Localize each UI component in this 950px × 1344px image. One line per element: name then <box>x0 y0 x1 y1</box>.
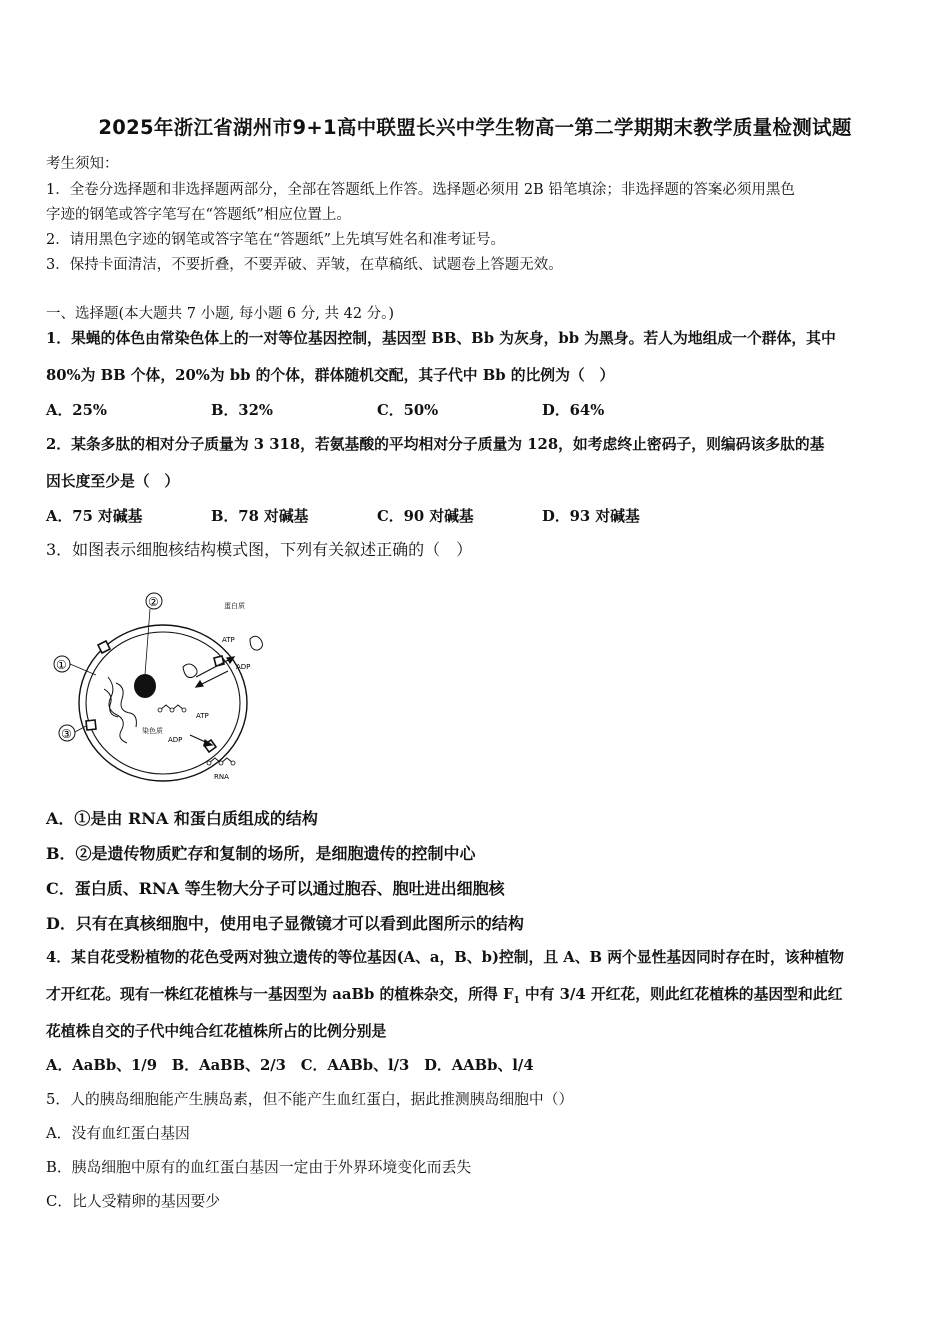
nuclear-pores <box>86 641 224 752</box>
label-rna: RNA <box>214 773 229 781</box>
q4-options[interactable]: A．AaBb、1/9 B．AaBB、2/3 C．AABb、l/3 D．AABb、l/4 <box>46 1057 534 1074</box>
notice-item-2: 2．请用黑色字迹的钢笔或答字笔在“答题纸”上先填写姓名和准考证号。 <box>46 232 506 248</box>
q1-stem-line2: 80%为 BB 个体，20%为 bb 的个体，群体随机交配，其子代中 Bb 的比例为（ ） <box>46 367 615 384</box>
chromatin <box>104 677 136 743</box>
q1-option-c[interactable]: C．50% <box>377 402 439 419</box>
label-adp-top: ADP <box>236 663 251 671</box>
notice-item-1-cont: 字迹的钢笔或答字笔写在“答题纸”相应位置上。 <box>46 207 351 223</box>
q2-option-c[interactable]: C．90 对碱基 <box>377 508 474 525</box>
q3-option-d[interactable]: D．只有在真核细胞中，使用电子显微镜才可以看到此图所示的结构 <box>46 914 524 933</box>
label-atp-top: ATP <box>222 636 235 644</box>
q4-stem-line3: 花植株自交的子代中纯合红花植株所占的比例分别是 <box>46 1023 387 1040</box>
q3-stem: 3．如图表示细胞核结构模式图，下列有关叙述正确的（ ） <box>46 540 473 559</box>
protein-inside <box>183 664 197 678</box>
page-title: 2025年浙江省湖州市9+1高中联盟长兴中学生物高一第二学期期末教学质量检测试题 <box>98 116 852 139</box>
notice-item-3: 3．保持卡面清洁，不要折叠，不要弄破、弄皱，在草稿纸、试题卷上答题无效。 <box>46 257 563 273</box>
label-chromatin: 染色质 <box>142 727 163 735</box>
nucleus-diagram <box>46 585 276 790</box>
q1-option-d[interactable]: D．64% <box>542 402 605 419</box>
q4-stem-line2 <box>46 983 842 1006</box>
label-protein: 蛋白质 <box>224 602 245 610</box>
protein-outside <box>250 636 262 650</box>
q1-option-b[interactable]: B．32% <box>211 402 273 419</box>
q2-option-a[interactable]: A．75 对碱基 <box>46 508 143 525</box>
q4-stem-line2-b: 中有 3/4 开红花，则此红花植株的基因型和此红 <box>519 986 843 1003</box>
notice-heading: 考生须知： <box>46 156 119 172</box>
notice-item-1: 1．全卷分选择题和非选择题两部分，全部在答题纸上作答。选择题必须用 2B 铅笔填涂；非选择题的答案必须用黑色 <box>46 182 795 198</box>
q5-stem: 5．人的胰岛细胞能产生胰岛素，但不能产生血红蛋白，据此推测胰岛细胞中（） <box>46 1091 574 1108</box>
label-c3: ③ <box>61 727 72 741</box>
q3-option-a[interactable]: A．①是由 RNA 和蛋白质组成的结构 <box>46 809 318 828</box>
section-heading: 一、选择题(本大题共 7 小题, 每小题 6 分, 共 42 分。) <box>46 306 395 322</box>
label-c1: ① <box>56 658 67 672</box>
q5-option-b[interactable]: B．胰岛细胞中原有的血红蛋白基因一定由于外界环境变化而丢失 <box>46 1159 472 1176</box>
q4-stem-line2-a: 才开红花。现有一株红花植株与一基因型为 aaBb 的植株杂交，所得 F <box>46 986 514 1003</box>
q2-stem-line1: 2．某条多肽的相对分子质量为 3 318，若氨基酸的平均相对分子质量为 128，如考虑终止密码子，则编码该多肽的基 <box>46 436 825 453</box>
q3-option-c[interactable]: C．蛋白质、RNA 等生物大分子可以通过胞吞、胞吐进出细胞核 <box>46 879 505 898</box>
label-c2: ② <box>148 595 159 609</box>
q1-stem-line1: 1．果蝇的体色由常染色体上的一对等位基因控制，基因型 BB、Bb 为灰身，bb 为黑身。若人为地组成一个群体，其中 <box>46 330 836 347</box>
q4-subscript: 1 <box>513 995 520 1006</box>
q4-stem-line1: 4．某自花受粉植物的花色受两对独立遗传的等位基因(A、a，B、b)控制，且 A、B 两个显性基因同时存在时，该种植物 <box>46 949 844 966</box>
label-adp-bottom: ADP <box>168 736 183 744</box>
nucleolus <box>134 674 156 698</box>
q2-stem-line2: 因长度至少是（ ） <box>46 473 180 490</box>
q3-option-b[interactable]: B．②是遗传物质贮存和复制的场所，是细胞遗传的控制中心 <box>46 844 476 863</box>
q1-option-a[interactable]: A．25% <box>46 402 107 419</box>
q5-option-a[interactable]: A．没有血红蛋白基因 <box>46 1125 190 1142</box>
q5-option-c[interactable]: C．比人受精卵的基因要少 <box>46 1193 221 1210</box>
q2-option-b[interactable]: B．78 对碱基 <box>211 508 309 525</box>
label-atp-bottom: ATP <box>196 712 209 720</box>
q2-option-d[interactable]: D．93 对碱基 <box>542 508 640 525</box>
